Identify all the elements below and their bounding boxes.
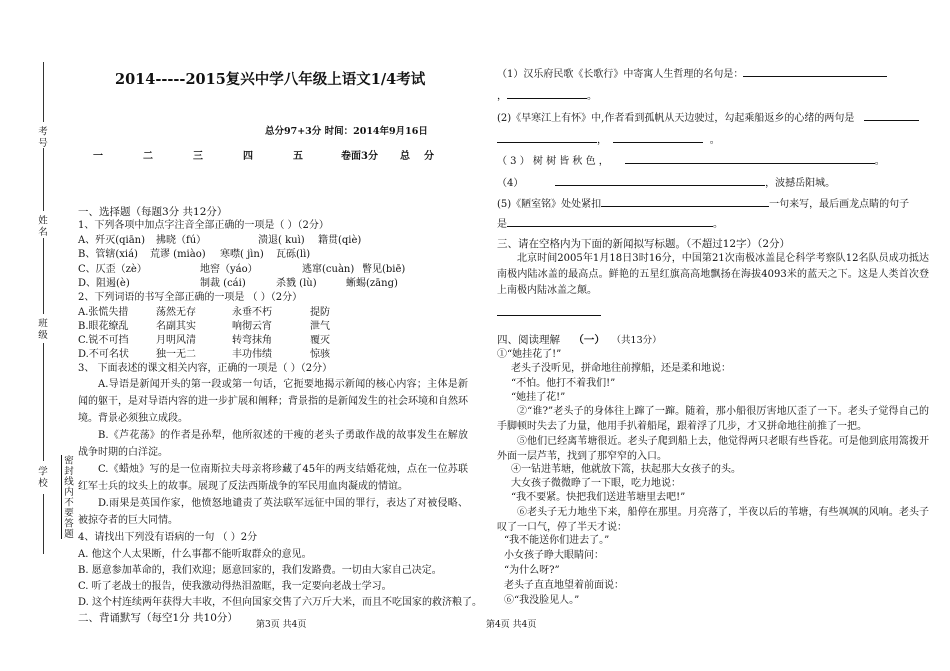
banji-label: 班级 — [36, 318, 47, 341]
answer-blank[interactable] — [507, 88, 587, 99]
exam-title: 2014-----2015复兴中学八年级上语文1/4考试 — [115, 71, 426, 88]
reading-line-8: 大女孩子微微睁了一下眼，吃力地说： — [511, 478, 681, 489]
reading-line-15: ⑥“我没脸见人。” — [504, 595, 580, 606]
score-col-2: 二 — [143, 151, 153, 162]
reading-line-14: 老头子直直地望着前面说： — [504, 580, 624, 591]
score-col-3: 三 — [193, 151, 203, 162]
answer-blank[interactable] — [743, 66, 887, 77]
q3-option-b: B.《芦花荡》的作者是孙犁，他所叙述的干瘦的老头子勇敢作战的故事发生在解放战争时期的白洋淀。 — [78, 430, 468, 458]
news-passage: 北京时间2005年1月18日3时16分，中国第21次南极冰盖昆仑科学考察队12名队员成功抵达南极内陆冰盖的最高点。鲜艳的五星红旗高高地飘扬在海拔4093米的蓝天之下。这是人类首次登上南极内陆冰盖之颠。 — [497, 253, 929, 296]
q1-option-b-2: 荒谬 (miào) — [150, 249, 206, 260]
recite-q3: （ 3 ） 树 树 皆 秋 色 ， 。 — [497, 153, 885, 169]
q2-option-d-2: 独一无二 — [156, 349, 196, 360]
q1-option-c-3: 逃窜(cuàn) — [302, 264, 355, 275]
seal-line-notice: 密封线内不要答题 — [62, 455, 73, 539]
q1-option-b-4: 瓦砾(lì) — [276, 249, 311, 260]
section-2-title: 二、背诵默写（每空1分 共10分） — [78, 612, 238, 624]
q4-option-c: C. 听了老战士的报告，使我激动得热泪盈眶，我一定要向老战士学习。 — [78, 581, 392, 592]
q3-option-a: A.导语是新闻开头的第一段或第一句话，它扼要地揭示新闻的核心内容；主体是新闻的躯干，是对导语内容的进一步扩展和阐释；背景指的是新闻发生的社会环境和自然环境。背景必须独立成段。 — [78, 379, 468, 424]
q1-option-a-1: A、歼灭(qiān) — [78, 235, 146, 246]
recite-q5-line2: 是 。 — [497, 216, 723, 232]
xuexiao-line — [43, 343, 44, 461]
reading-line-3: “不怕。他打不着我们!” — [511, 378, 616, 389]
score-col-1: 一 — [93, 151, 103, 162]
recite-q5: (5)《陋室铭》处处紧扣 一句来写，最后画龙点睛的句子 — [497, 196, 909, 212]
q4-option-d: D. 这个村连续两年获得大丰收，不但向国家交售了六万斤大米，而且不吃国家的救济粮了。 — [78, 597, 483, 608]
q2-option-c-1: C.锐不可挡 — [78, 335, 129, 346]
q2-option-b-2: 名副其实 — [156, 321, 196, 332]
answer-blank[interactable] — [625, 153, 875, 164]
answer-blank[interactable] — [507, 216, 713, 227]
xuexiao-label: 学校 — [36, 466, 47, 489]
section-1-title: 一、选择题（每题3分 共12分） — [78, 206, 228, 218]
recite-q1: （1）汉乐府民歌《长歌行》中寄寓人生哲理的名句是： — [497, 66, 887, 82]
q1-option-a-4: 籍贯(qiè) — [318, 235, 362, 246]
reading-line-4: “她挂了花!” — [511, 392, 566, 403]
reading-para-2: ②“谁?”老头子的身体往上蹿了一蹿。随着，那小船很厉害地仄歪了一下。老头子觉得自己的手脚顿时失去了力量，他用手扒着船尾，跟着浮了几步，才又拼命地往前推了一把。 — [497, 406, 929, 432]
q2-stem: 2、下列词语的书写全部正确的一项是 （ ）（2分） — [78, 292, 303, 303]
recite-q2-line2: ， 。 — [497, 132, 720, 148]
score-col-5: 五 — [293, 151, 303, 162]
q2-option-c-2: 月明风清 — [156, 335, 196, 346]
page-number-left: 第3页 共4页 — [256, 620, 307, 630]
kaohao-line — [43, 62, 44, 122]
q2-option-c-4: 覆灭 — [310, 335, 330, 346]
section-4-title: 四、阅读理解 （一） （共13分） — [497, 334, 662, 346]
reading-para-5: ⑤他们已经离苇塘很近。老头子爬到船上去，他觉得两只老眼有些昏花。可是他到底用篙拨开外面一层芦苇，找到了那窄窄的入口。 — [497, 436, 929, 462]
score-col-6: 卷面3分 — [341, 151, 378, 162]
reading-line-7: ④一钻进苇塘，他就放下篙，扶起那大女孩子的头。 — [511, 464, 741, 475]
q2-option-d-3: 丰功伟绩 — [232, 349, 272, 360]
answer-blank[interactable] — [613, 132, 703, 143]
answer-blank[interactable] — [864, 110, 919, 121]
binding-margin — [0, 0, 75, 671]
xingming-label: 姓名 — [36, 215, 47, 238]
q2-option-b-3: 响彻云宵 — [232, 321, 272, 332]
q1-option-c-2: 地窖（yáo） — [200, 264, 258, 275]
q2-option-b-4: 泄气 — [310, 321, 330, 332]
q2-option-c-3: 转弯抹角 — [232, 335, 272, 346]
xingming-line — [43, 148, 44, 211]
q1-option-b-3: 寒噤( jìn) — [220, 249, 264, 260]
q1-option-a-2: 拂晓（fú） — [156, 235, 207, 246]
q4-stem: 4、请找出下列没有语病的一句 （ ）2分 — [78, 532, 258, 543]
score-col-8: 分 — [424, 151, 434, 162]
recite-q2: (2)《早寒江上有怀》中,作者看到孤帆从天边驶过，勾起乘船返乡的心绪的两句是 — [497, 110, 919, 126]
answer-blank[interactable] — [497, 305, 601, 316]
reading-line-12: 小女孩子睁大眼睛问： — [504, 550, 604, 561]
q2-option-a-4: 提防 — [310, 307, 330, 318]
score-col-7: 总 — [400, 151, 410, 162]
section-3-title: 三、请在空格内为下面的新闻拟写标题。（不超过12字）（2分） — [497, 238, 791, 250]
q1-option-b-1: B、管辖(xiá) — [78, 249, 138, 260]
exam-meta: 总分97+3分 时间：2014年9月16日 — [265, 126, 428, 137]
margin-bottom-line — [43, 494, 44, 554]
q3-option-c: C.《蜡烛》写的是一位南斯拉夫母亲将珍藏了45年的两支结婚花烛，点在一位苏联红军士兵的坟头上的故事。展现了反法西斯战争的军民用血肉凝成的情谊。 — [78, 464, 468, 492]
recite-q4: （4） ，波撼岳阳城。 — [497, 175, 835, 191]
q3-option-d: D.雨果是英国作家，他愤怒地谴责了英法联军远征中国的罪行，表达了对被侵略、被掠夺者的巨大同情。 — [78, 498, 468, 526]
q1-option-d-1: D、阻遏(è) — [78, 278, 130, 289]
q2-option-a-2: 荡然无存 — [156, 307, 196, 318]
reading-line-13: “为什么呀?” — [504, 565, 560, 576]
q4-option-a: A. 他这个人太果断，什么事都不能听取群众的意见。 — [78, 549, 312, 560]
q3-stem: 3、 下面表述的课文相关内容，正确的一项是（ ）（2分） — [78, 363, 333, 374]
q2-option-b-1: B.眼花缭乱 — [78, 321, 129, 332]
recite-q1-line2: ， 。 — [497, 88, 597, 104]
kaohao-label: 考号 — [36, 126, 47, 149]
answer-blank[interactable] — [497, 132, 597, 143]
answer-blank[interactable] — [555, 175, 765, 186]
banji-line — [43, 238, 44, 314]
score-col-4: 四 — [243, 151, 253, 162]
q2-option-d-4: 惊骇 — [310, 349, 330, 360]
reading-line-11: “我不能送你们进去了。” — [504, 535, 610, 546]
q1-option-d-2: 制裁 (cái) — [200, 278, 246, 289]
news-title-answer — [497, 305, 601, 321]
q1-option-d-3: 杀戮 (lù) — [276, 278, 317, 289]
q1-option-c-4: 瞥见(biē) — [362, 264, 406, 275]
reading-line-2: 老头子没听见，拼命地往前撑船，还是柔和地说： — [511, 363, 731, 374]
q1-option-c-1: C、仄歪（zè） — [78, 264, 147, 275]
reading-para-6: ⑥老头子无力地坐下来，船停在那里。月亮落了，半夜以后的苇塘，有些飒飒的风响。老头子叹了一口气，停了半天才说： — [497, 507, 929, 533]
q1-option-a-3: 溃退( kuì) — [258, 235, 305, 246]
q2-option-a-1: A.张慌失措 — [78, 307, 129, 318]
q2-option-a-3: 永垂不朽 — [232, 307, 272, 318]
q1-stem: 1、下列各项中加点字注音全部正确的一项是（ ）（2分） — [78, 220, 329, 231]
page-number-right: 第4页 共4页 — [486, 620, 537, 630]
reading-line-9: “我不要紧。快把我们送进苇塘里去吧!” — [511, 492, 686, 503]
q1-option-d-4: 蜥蜴(zāng) — [346, 278, 398, 289]
score-table-header — [78, 147, 448, 162]
q4-option-b: B. 愿意参加革命的，我们欢迎；愿意回家的，我们发路费。一切由大家自己决定。 — [78, 565, 442, 576]
q2-option-d-1: D.不可名状 — [78, 349, 129, 360]
reading-line-1: ①“她挂花了!” — [497, 349, 562, 360]
answer-blank[interactable] — [601, 196, 769, 207]
